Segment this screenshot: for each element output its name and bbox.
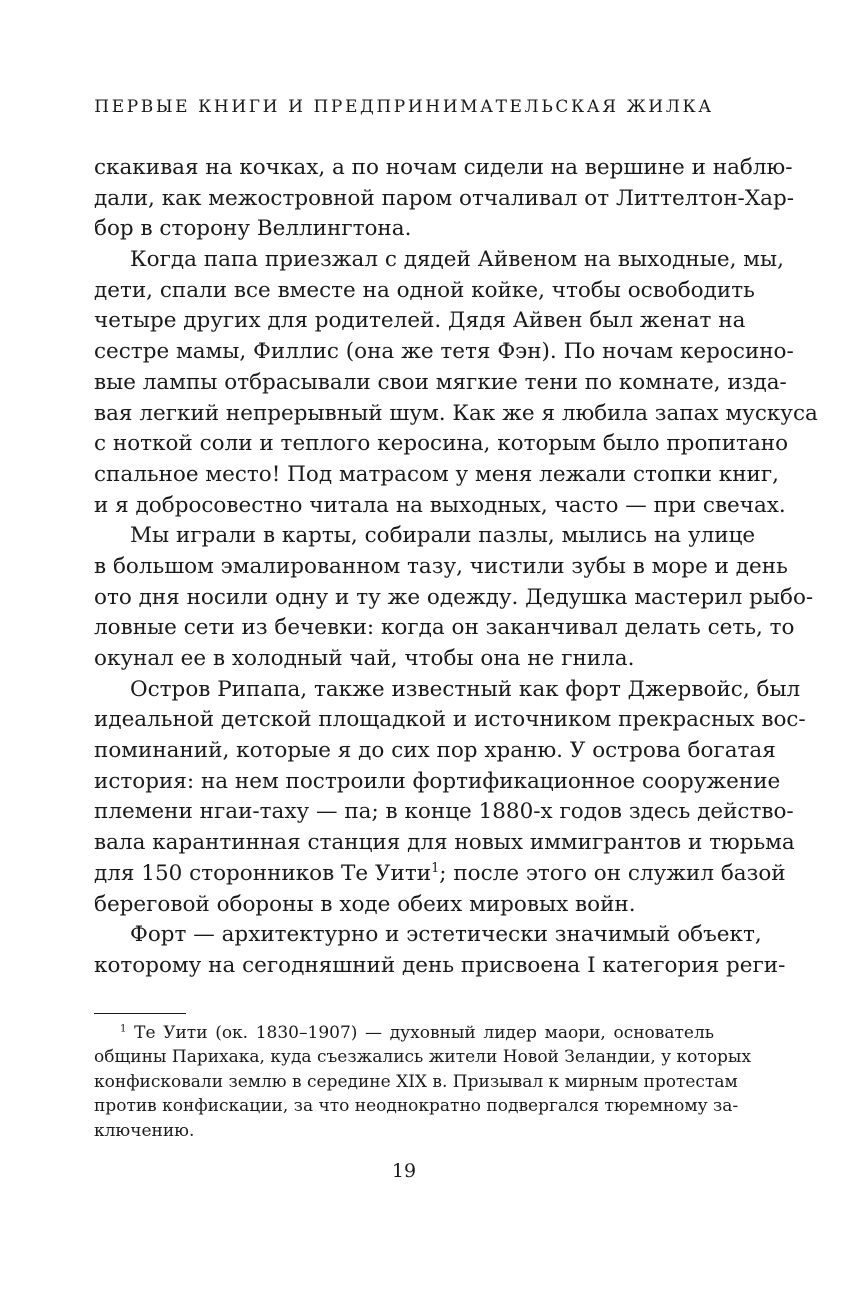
- footnote-reference[interactable]: 1: [431, 860, 440, 876]
- paragraph: [94, 245, 818, 521]
- text-line: Форт — архитектурно и эстетически значимый объект,: [130, 922, 762, 948]
- paragraph: [94, 675, 806, 921]
- text-line: окунал ее в холодный чай, чтобы она не гнила.: [94, 646, 635, 671]
- text-line: дали, как межостровной паром отчаливал от Литтелтон-Хар-: [94, 185, 794, 211]
- text-line: вая легкий непрерывный шум. Как же я любила запах мускуса: [94, 400, 818, 426]
- text-line: вые лампы отбрасывали свои мягкие тени по комнате, изда-: [94, 369, 787, 395]
- text-line: береговой обороны в ходе обеих мировых войн.: [94, 891, 636, 917]
- paragraph: [94, 920, 786, 981]
- text-line: ловные сети из бечевки: когда он заканчивал делать сеть, то: [94, 615, 795, 641]
- running-header: ПЕРВЫЕ КНИГИ И ПРЕДПРИНИМАТЕЛЬСКАЯ ЖИЛКА: [94, 97, 714, 117]
- footnote-text: Те Уити (ок. 1830–1907) — духовный лидер маори, основатель: [134, 1023, 715, 1043]
- text-line: дети, спали все вместе на одной койке, чтобы освободить: [94, 277, 755, 303]
- text-line: бор в сторону Веллингтона.: [94, 216, 412, 242]
- footnote-divider: [94, 1013, 186, 1014]
- text-line: поминаний, которые я до сих пор храню. У острова богатая: [94, 738, 776, 764]
- footnote-line: против конфискации, за что неоднократно подвергался тюремному за-: [94, 1096, 739, 1117]
- text-line: племени нгаи-таху — па; в конце 1880-х годов здесь действо-: [94, 799, 794, 825]
- text-line: ото дня носили одну и ту же одежду. Дедушка мастерил рыбо-: [94, 584, 814, 610]
- text-line: идеальной детской площадкой и источником прекрасных вос-: [94, 707, 806, 733]
- text-line: и я добросовестно читала на выходных, часто — при свечах.: [94, 492, 786, 518]
- footnote-line: ключению.: [94, 1120, 195, 1141]
- text-line-with-footnote: [94, 859, 786, 890]
- text-line: Когда папа приезжал с дядей Айвеном на выходные, мы,: [130, 247, 784, 273]
- text-line: которому на сегодняшний день присвоена I категория реги-: [94, 952, 786, 978]
- text-line: с ноткой соли и теплого керосина, которым было пропитано: [94, 431, 789, 457]
- footnote-line: конфисковали землю в середине XIX в. Призывал к мирным протестам: [94, 1071, 738, 1092]
- page-number: 19: [391, 1160, 417, 1182]
- footnote-line: общины Парихака, куда съезжались жители Новой Зеландии, у которых: [94, 1047, 752, 1068]
- paragraph: [94, 153, 794, 245]
- text-line: в большом эмалированном тазу, чистили зубы в море и день: [94, 553, 788, 579]
- text-span: для 150 сторонников Те Уити: [94, 860, 432, 886]
- text-line: сестре мамы, Филлис (она же тетя Фэн). По ночам керосино-: [94, 339, 794, 365]
- text-line: история: на нем построили фортификационное сооружение: [94, 768, 781, 794]
- text-line: вала карантинная станция для новых иммигрантов и тюрьма: [94, 830, 795, 856]
- text-line: Остров Рипапа, также известный как форт Джервойс, был: [130, 676, 801, 702]
- text-line: Мы играли в карты, собирали пазлы, мылись на улице: [130, 523, 756, 549]
- footnote-marker: 1: [120, 1023, 127, 1035]
- text-line: скакивая на кочках, а по ночам сидели на вершине и наблю-: [94, 155, 793, 180]
- footnote: [94, 1021, 752, 1143]
- text-line: спальное место! Под матрасом у меня лежали стопки книг,: [94, 461, 779, 487]
- footnote-line: [94, 1021, 714, 1045]
- body-text: [94, 153, 818, 982]
- text-span: ; после этого он служил базой: [439, 860, 786, 886]
- paragraph: [94, 521, 814, 674]
- text-line: четыре других для родителей. Дядя Айвен был женат на: [94, 308, 746, 334]
